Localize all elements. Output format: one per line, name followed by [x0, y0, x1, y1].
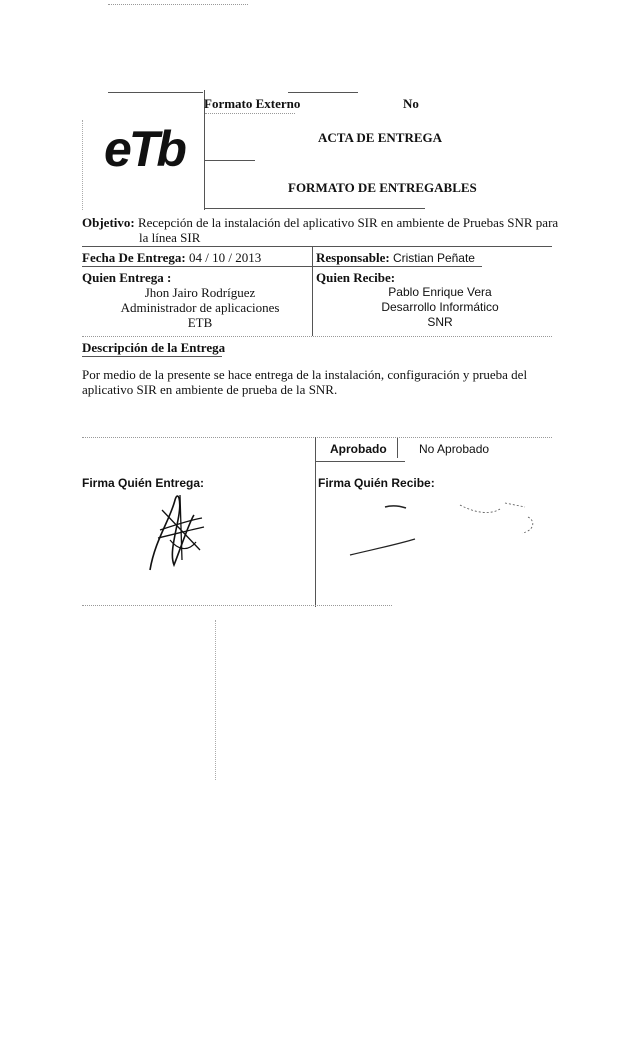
- deliverer-label: Quien Entrega :: [82, 270, 172, 285]
- no-label: No: [403, 96, 419, 111]
- receiver-label: Quien Recibe:: [316, 270, 396, 285]
- approved-box-edge: [397, 438, 398, 458]
- document-title: ACTA DE ENTREGA: [318, 130, 443, 145]
- description-label: Descripción de la Entrega: [82, 340, 226, 355]
- page-top-rule: [108, 4, 248, 5]
- receiver-org: SNR: [427, 315, 453, 329]
- description-label-underline: [82, 356, 222, 357]
- header-top-rule-right: [288, 92, 358, 93]
- etb-logo: eTb: [104, 121, 184, 177]
- objective-text-2: la línea SIR: [139, 230, 201, 245]
- delivery-date-value: 04 / 10 / 2013: [188, 250, 262, 265]
- date-rule: [82, 266, 312, 267]
- date-divider: [312, 247, 313, 267]
- receiver-role: Desarrollo Informático: [381, 300, 499, 314]
- receiver-signature: [340, 495, 550, 565]
- approved-option[interactable]: Aprobado: [330, 442, 387, 456]
- header-rule-3: [205, 160, 255, 161]
- header-top-rule: [108, 92, 203, 93]
- objective-row: [82, 215, 558, 230]
- description-text-2: aplicativo SIR en ambiente de prueba de la SNR.: [82, 382, 338, 397]
- approval-top-rule: [82, 437, 552, 438]
- receiver-signature-label: Firma Quién Recibe:: [318, 476, 435, 490]
- deliverer-org: ETB: [187, 315, 213, 330]
- receiver-divider: [312, 266, 313, 336]
- header-rule-2: [205, 113, 295, 114]
- document-subtitle: FORMATO DE ENTREGABLES: [288, 180, 477, 195]
- deliverer-signature-label: Firma Quién Entrega:: [82, 476, 205, 490]
- delivery-date-row: [82, 250, 261, 265]
- objective-text-1: Recepción de la instalación del aplicativo SIR en ambiente de Pruebas SNR para: [137, 215, 559, 230]
- signature-bottom-rule: [82, 605, 392, 606]
- responsible-rule: [312, 266, 482, 267]
- approval-divider: [315, 437, 316, 607]
- deliverer-signature: [130, 480, 220, 580]
- deliverer-role: Administrador de aplicaciones: [120, 300, 280, 315]
- not-approved-option[interactable]: No Aprobado: [419, 442, 490, 456]
- format-label: Formato Externo: [204, 96, 301, 111]
- delivery-date-label: Fecha De Entrega:: [82, 250, 186, 265]
- responsible-value: Cristian Peñate: [392, 251, 475, 265]
- header-rule-4: [205, 208, 425, 209]
- objective-rule: [82, 246, 552, 247]
- approval-rule: [315, 461, 405, 462]
- description-text-1: Por medio de la presente se hace entrega de la instalación, configuración y prueba del: [82, 367, 528, 382]
- receiver-name: Pablo Enrique Vera: [388, 285, 492, 299]
- page-fold-line: [215, 620, 216, 780]
- objective-label: Objetivo:: [82, 215, 135, 230]
- responsible-row: [316, 250, 475, 266]
- left-margin-dots: [82, 120, 83, 210]
- deliverer-rule: [82, 336, 552, 337]
- responsible-label: Responsable:: [316, 250, 390, 265]
- deliverer-name: Jhon Jairo Rodríguez: [144, 285, 256, 300]
